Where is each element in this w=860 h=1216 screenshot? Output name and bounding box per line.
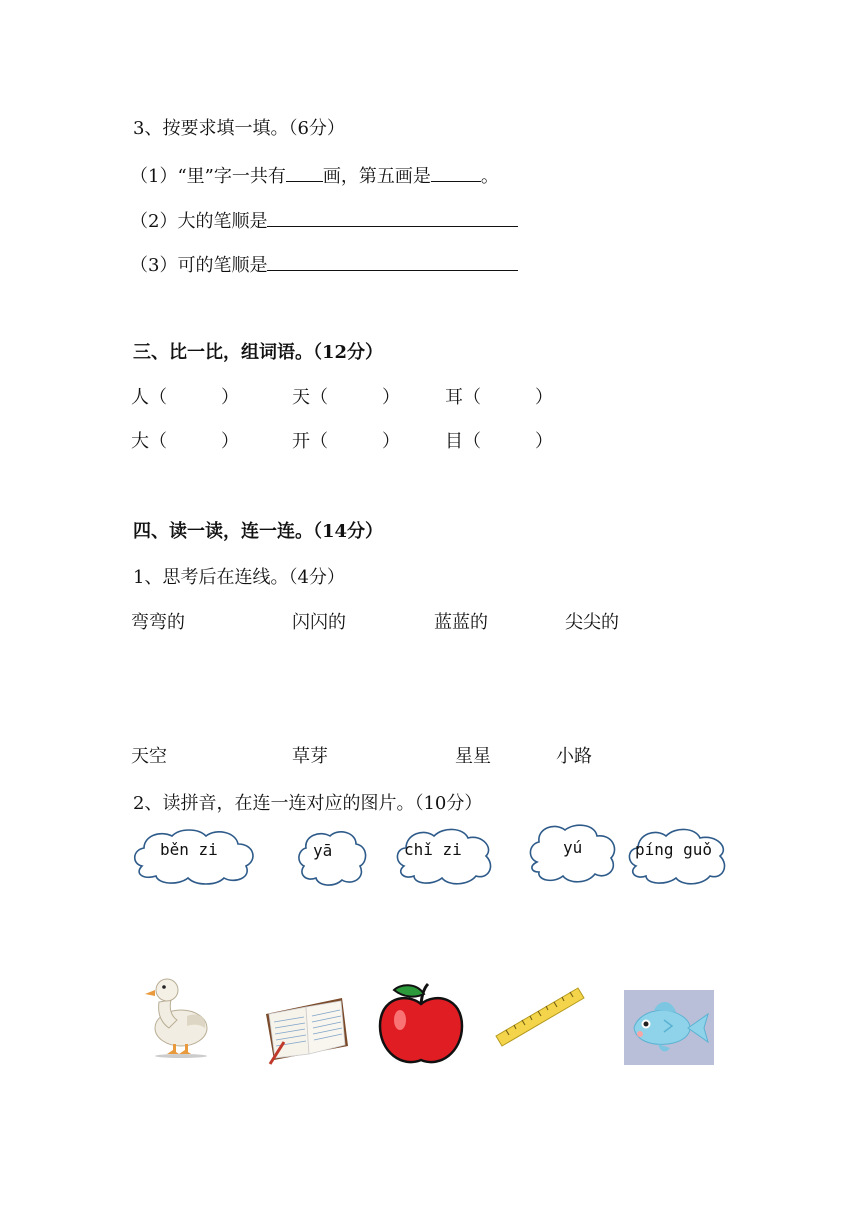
top-word-wanwan[interactable]: 弯弯的 xyxy=(131,612,185,633)
top-word-jianjian[interactable]: 尖尖的 xyxy=(565,612,619,633)
pinyin-text: chǐ zi xyxy=(404,840,462,859)
pinyin-cloud-benzi[interactable] xyxy=(130,826,260,886)
apple-icon xyxy=(376,980,466,1068)
pinyin-cloud-chizi[interactable] xyxy=(394,826,496,886)
pinyin-cloud-yu[interactable] xyxy=(527,822,619,884)
bottom-word-caoya[interactable]: 草芽 xyxy=(292,746,328,767)
bottom-word-xingxing[interactable]: 星星 xyxy=(455,746,491,767)
pinyin-cloud-pingguo[interactable] xyxy=(626,826,730,886)
fish-picture[interactable] xyxy=(624,990,714,1065)
ruler-picture[interactable] xyxy=(494,986,586,1048)
bottom-word-tiankong[interactable]: 天空 xyxy=(131,746,167,767)
apple-picture[interactable] xyxy=(376,980,466,1068)
word-compare-kai: 开（ ） xyxy=(292,431,400,452)
top-word-lanlan[interactable]: 蓝蓝的 xyxy=(434,612,488,633)
pinyin-text: píng guǒ xyxy=(635,840,713,859)
blank-fifth-stroke[interactable] xyxy=(431,163,481,182)
word-compare-mu: 目（ ） xyxy=(445,431,553,452)
section-3-title: 三、比一比，组词语。（12分） xyxy=(133,342,384,363)
question-3-item-1 xyxy=(130,163,499,188)
item-1-text-b: 画，第五画是 xyxy=(322,166,431,187)
pinyin-text: běn zi xyxy=(160,840,218,859)
question-1-title: 1、思考后在连线。（4分） xyxy=(133,567,345,588)
item-2-text: （2）大的笔顺是 xyxy=(130,211,268,232)
duck-picture[interactable] xyxy=(143,972,213,1058)
word-compare-da: 大（ ） xyxy=(131,431,239,452)
duck-icon xyxy=(143,972,213,1058)
question-2-title: 2、读拼音，在连一连对应的图片。（10分） xyxy=(133,793,483,814)
question-3-item-3 xyxy=(130,252,518,277)
word-compare-ren: 人（ ） xyxy=(131,387,239,408)
ruler-icon xyxy=(494,986,586,1048)
word-compare-tian: 天（ ） xyxy=(292,387,400,408)
top-word-shanshan[interactable]: 闪闪的 xyxy=(292,612,346,633)
item-3-text: （3）可的笔顺是 xyxy=(130,255,268,276)
blank-da-stroke-order[interactable] xyxy=(267,208,518,227)
question-3-title: 3、按要求填一填。（6分） xyxy=(133,118,345,139)
section-4-title: 四、读一读，连一连。（14分） xyxy=(133,521,384,542)
question-3-item-2 xyxy=(130,208,518,233)
pinyin-cloud-ya[interactable] xyxy=(296,828,368,886)
blank-stroke-count[interactable] xyxy=(286,163,323,182)
pinyin-text: yā xyxy=(313,841,333,860)
blank-ke-stroke-order[interactable] xyxy=(267,252,518,271)
item-1-text-a: （1）“里”字一共有 xyxy=(130,166,286,187)
word-compare-er: 耳（ ） xyxy=(445,387,553,408)
fish-icon xyxy=(624,990,714,1065)
notebook-icon xyxy=(262,992,350,1066)
pinyin-text: yú xyxy=(563,838,583,857)
bottom-word-xiaolu[interactable]: 小路 xyxy=(556,746,592,767)
notebook-picture[interactable] xyxy=(262,992,350,1066)
item-1-text-c: 。 xyxy=(480,166,499,187)
